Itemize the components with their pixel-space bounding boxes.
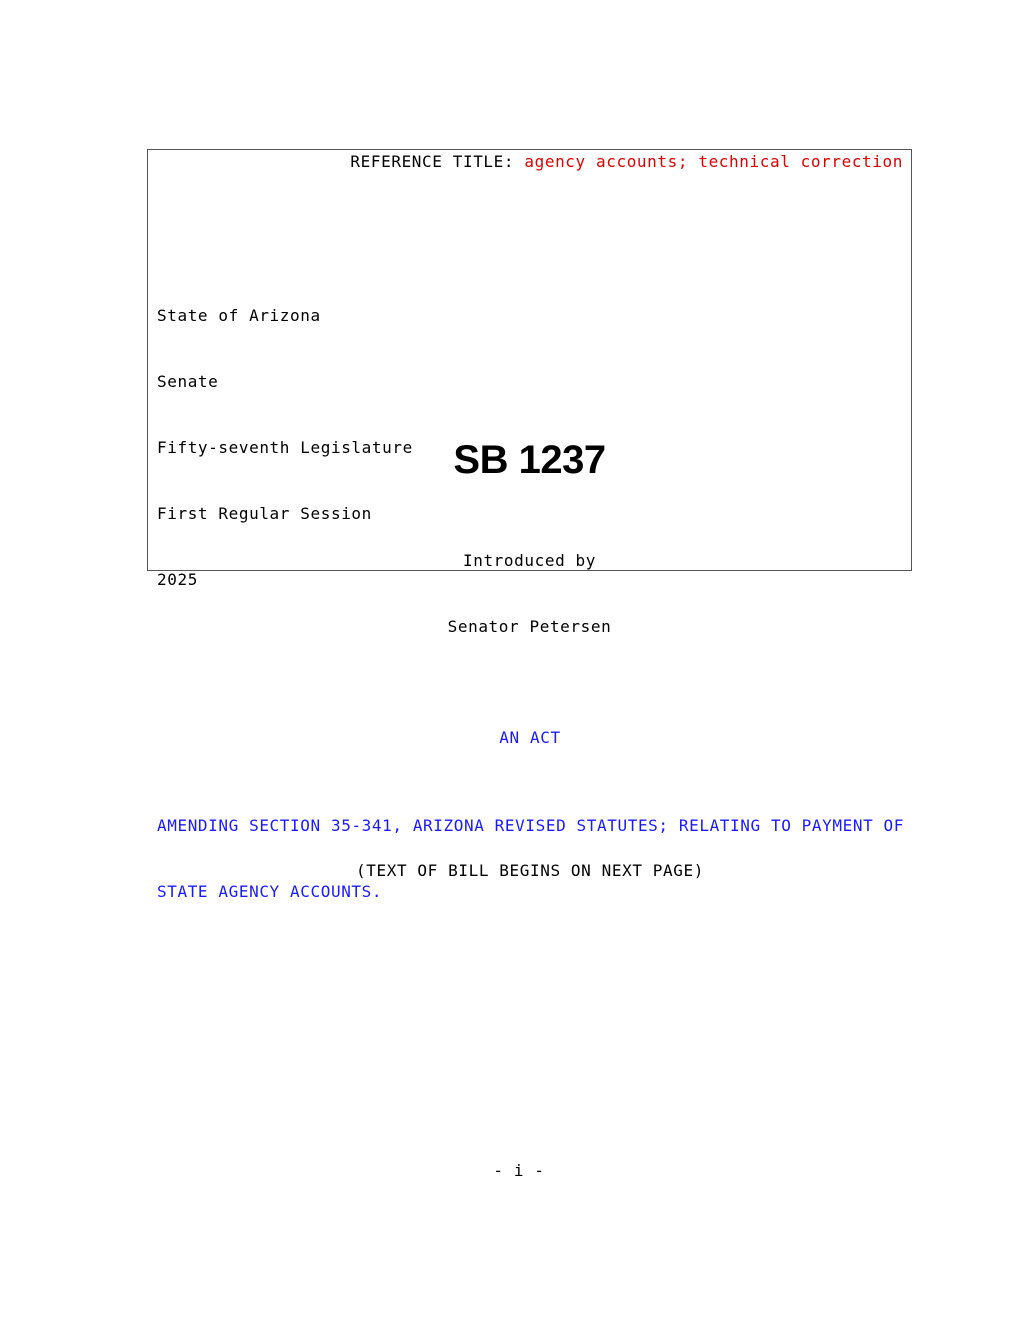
chamber-line: Senate	[157, 372, 219, 391]
introduced-label: Introduced by	[462, 551, 597, 570]
reference-title-label: REFERENCE TITLE:	[350, 152, 515, 171]
act-description-line: AMENDING SECTION 35-341, ARIZONA REVISED STATUTES; RELATING TO PAYMENT OF	[157, 816, 904, 835]
legislature-line: Fifty-seventh Legislature	[157, 438, 413, 457]
bill-number: SB 1237	[453, 438, 606, 482]
reference-title-text: agency accounts; technical correction	[524, 152, 903, 171]
title-box	[147, 149, 912, 636]
introduced-block	[148, 506, 911, 682]
session-line: First Regular Session	[157, 504, 372, 523]
state-line: State of Arizona	[157, 306, 321, 325]
year-line: 2025	[157, 570, 198, 589]
act-description-line: STATE AGENCY ACCOUNTS.	[157, 882, 383, 901]
reference-title	[350, 151, 903, 173]
text-begins-note: (TEXT OF BILL BEGINS ON NEXT PAGE)	[356, 861, 704, 880]
sponsor-name: Senator Petersen	[447, 617, 612, 636]
act-heading: AN ACT	[499, 728, 561, 747]
act-description	[157, 771, 904, 925]
page-number: - i -	[493, 1161, 545, 1180]
